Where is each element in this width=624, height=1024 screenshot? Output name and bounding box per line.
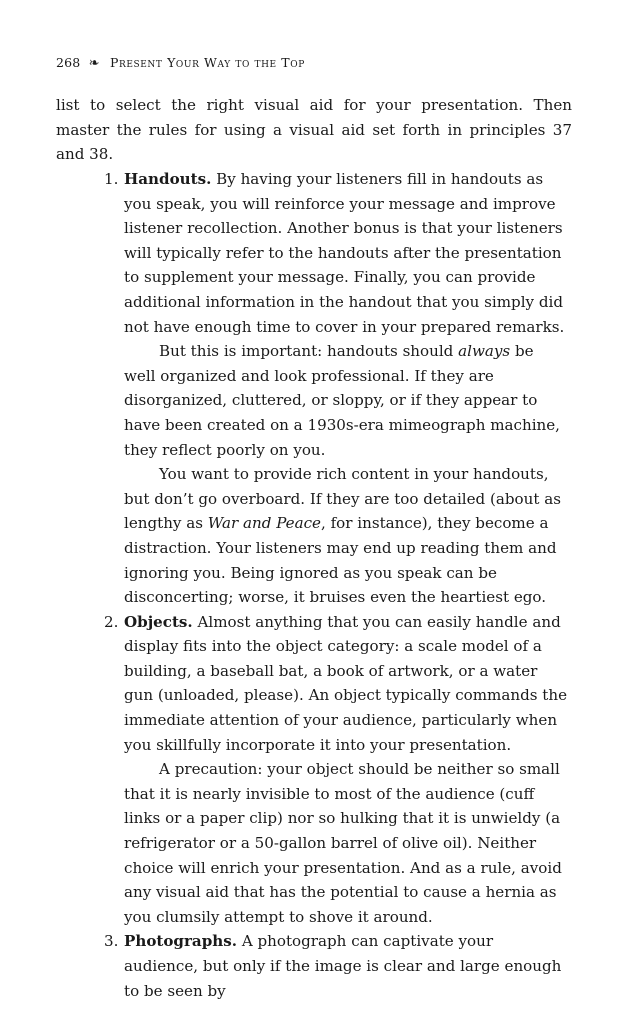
item-text: Almost anything that you can easily handle and display fits into the object category: a scale model of a building, a baseball bat, a book of artwork, or a water gun (unloaded, please). An object typically commands the immediate attention of your audience, particularly when you skillfully incorporate it into your presentation. <box>124 612 568 754</box>
running-header <box>56 55 305 71</box>
item-heading: Handouts. <box>124 170 212 188</box>
intro-paragraph: list to select the right visual aid for your presentation. Then master the rules for using a visual aid set forth in principles 37 and 38. <box>56 96 572 164</box>
book-title-emphasis: War and Peace <box>207 514 321 533</box>
item-text: A precaution: your object should be neither so small that it is nearly invisible to most of the audience (cuff links or a paper clip) nor so hulking that it is unwieldy (a refrigerator or a 50-gallon barrel of olive oil). Neither choice will enrich your presentation. And as a rule, avoid any visual aid that has the potential to cause a hernia as you clumsily attempt to shove it around. <box>124 760 562 926</box>
item-text: A photograph can captivate your audience, but only if the image is clear and large enough to be seen by <box>124 932 562 1000</box>
item-paragraph <box>124 929 569 1003</box>
item-paragraph <box>124 339 569 462</box>
item-text: You want to provide rich content in your handouts, but don’t go overboard. If they are too detailed (about as lengthy as <box>124 465 561 533</box>
item-text: be well organized and look professional. If they are disorganized, cluttered, or sloppy, or if they appear to have been created on a 1930s-era mimeograph machine, they reflect poorly on you. <box>124 342 560 459</box>
item-paragraph <box>124 167 569 339</box>
item-paragraph <box>124 757 569 929</box>
item-text: By having your listeners fill in handouts as you speak, you will reinforce your message and improve listener recollection. Another bonus is that your listeners will typically refer to the handouts after the presentation to supplement your message. Finally, you can provide additional information in the handout that you simply did not have enough time to cover in your prepared remarks. <box>124 170 565 336</box>
item-text: , for instance), they become a distraction. Your listeners may end up reading them and ignoring you. Being ignored as you speak can be disconcerting; worse, it bruises even the heartiest ego. <box>124 514 557 607</box>
item-text: But this is important: handouts should <box>159 342 459 361</box>
list-item-photographs <box>0 929 569 1003</box>
list-item-number: 1. <box>104 170 119 188</box>
list-item-number: 2. <box>104 612 119 631</box>
visual-aid-list <box>0 167 624 1003</box>
item-paragraph <box>124 610 569 758</box>
item-paragraph <box>124 462 569 610</box>
emphasis-text: always <box>458 342 511 361</box>
list-item-number: 3. <box>104 932 119 951</box>
item-heading: Objects. <box>124 612 193 631</box>
list-item-handouts <box>0 167 569 610</box>
item-heading: Photographs. <box>124 932 237 951</box>
page-number: 268 <box>56 55 81 70</box>
fleuron-ornament-icon: ❧ <box>88 56 100 71</box>
list-item-objects <box>0 610 569 930</box>
running-title: Present Your Way to the Top <box>109 55 305 70</box>
